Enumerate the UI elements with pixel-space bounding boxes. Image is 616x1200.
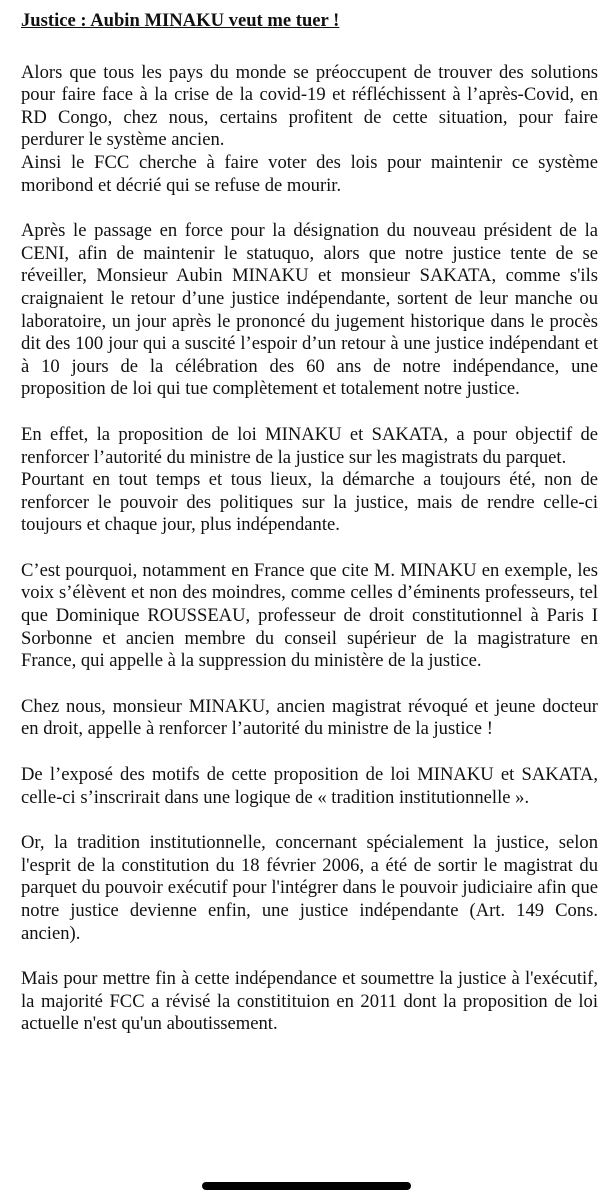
paragraph-text: Alors que tous les pays du monde se préoccupent de trouver des solutions pour faire face à la crise de la covid-19 et réfléchissent à l’après-Covid, en RD Congo, chez nous, certains profitent de cette situation, pour faire perdurer le système ancien. bbox=[21, 61, 598, 151]
paragraph-text: Pourtant en tout temps et tous lieux, la démarche a toujours été, non de renforcer le pouvoir des politiques sur la justice, mais de rendre celle-ci toujours et chaque jour, plus indépendante. bbox=[21, 469, 598, 536]
home-indicator[interactable] bbox=[202, 1182, 411, 1190]
paragraph-text: En effet, la proposition de loi MINAKU et SAKATA, a pour objectif de renforcer l’autorité du ministre de la justice sur les magistrats du parquet. bbox=[21, 423, 598, 468]
paragraph bbox=[21, 764, 598, 809]
paragraph bbox=[21, 560, 598, 673]
paragraph-text: Mais pour mettre fin à cette indépendance et soumettre la justice à l'exécutif, la majorité FCC a révisé la constitituion en 2011 dont la proposition de loi actuelle n'est qu'un aboutissement. bbox=[21, 968, 598, 1035]
paragraph bbox=[21, 968, 598, 1036]
paragraph-text: Après le passage en force pour la désignation du nouveau président de la CENI, afin de maintenir le statuquo, alors que notre justice tente de se réveiller, Monsieur Aubin MINAKU et monsieur SAKATA, comme s'ils craignaient le retour d’une justice indépendante, sortent de leur manche ou laboratoire, un jour après le prononcé du jugement historique dans le procès dit des 100 jour qui a suscité l’espoir d’un retour à une justice indépendant et à 10 jours de la célébration des 60 ans de notre indépendance, une proposition de loi qui tue complètement et totalement notre justice. bbox=[21, 220, 598, 400]
paragraph-text: Ainsi le FCC cherche à faire voter des lois pour maintenir ce système moribond et décrié qui se refuse de mourir. bbox=[21, 151, 598, 196]
document-title: Justice : Aubin MINAKU veut me tuer ! bbox=[21, 10, 340, 31]
paragraph bbox=[21, 696, 598, 741]
paragraph bbox=[21, 62, 598, 198]
document bbox=[21, 10, 598, 1059]
paragraph-text: C’est pourquoi, notamment en France que cite M. MINAKU en exemple, les voix s’élèvent et non des moindres, comme celles d’éminents professeurs, tel que Dominique ROUSSEAU, professeur de droit constitutionnel à Paris I Sorbonne et ancien membre du conseil supérieur de la magistrature en France, qui appelle à la suppression du ministère de la justice. bbox=[21, 559, 598, 672]
paragraph-text: Or, la tradition institutionnelle, concernant spécialement la justice, selon l'esprit de la constitution du 18 février 2006, a été de sortir le magistrat du parquet du pouvoir exécutif pour l'intégrer dans le pouvoir judiciaire afin que notre justice devienne enfin, une justice indépendante (Art. 149 Cons. ancien). bbox=[21, 832, 598, 944]
paragraph-text: Chez nous, monsieur MINAKU, ancien magistrat révoqué et jeune docteur en droit, appelle à renforcer l’autorité du ministre de la justice ! bbox=[21, 695, 598, 740]
paragraph bbox=[21, 424, 598, 537]
paragraph-text: De l’exposé des motifs de cette proposition de loi MINAKU et SAKATA, celle-ci s’inscrirait dans une logique de « tradition institutionnelle ». bbox=[21, 764, 598, 808]
paragraph bbox=[21, 832, 598, 945]
paragraph bbox=[21, 220, 598, 401]
